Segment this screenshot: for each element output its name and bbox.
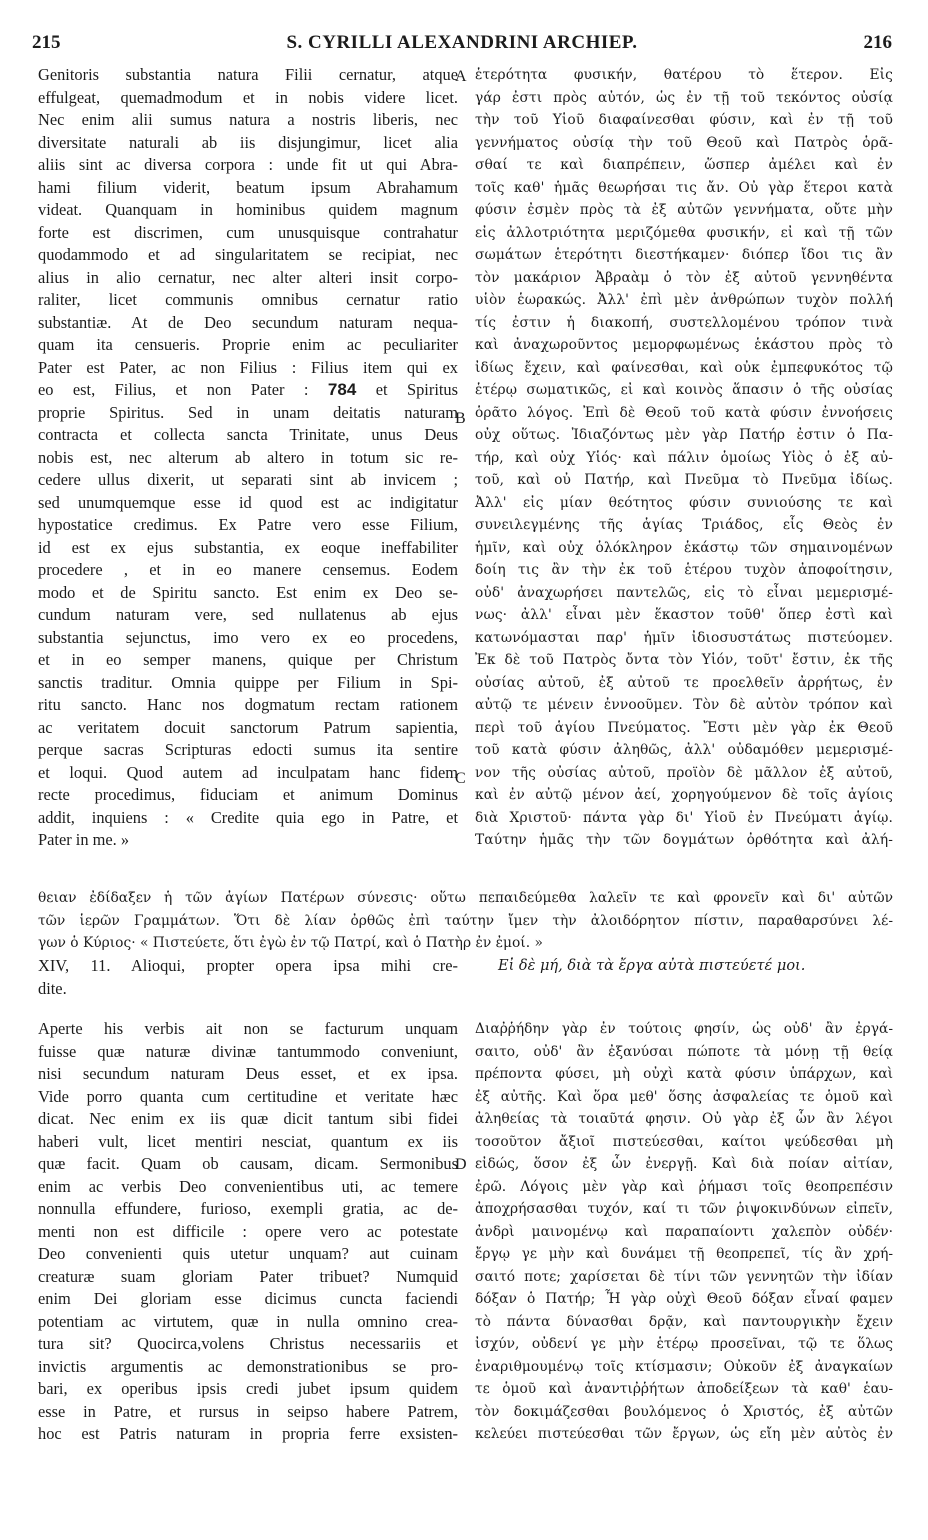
- text-line: sed unumquemque esse id quod est ac indigitatur: [38, 492, 458, 512]
- text-line: φύσιν ἐσμὲν πρὸς τὰ ἐξ αὐτῶν γεννήματα, οὔτε μὴν: [475, 202, 893, 218]
- section-heading-latin: [38, 955, 458, 1000]
- text-line: σαιτο, οὐδ' ἂν ἐξανύσαι πώποτε τὰ μόνῃ τῇ θείᾳ: [475, 1043, 893, 1060]
- text-line: forte est discrimen, cum unusquisque contrahatur: [38, 222, 458, 242]
- text-line: dite.: [38, 978, 67, 998]
- text-line: ἐρῶ. Λόγοις μὲν γὰρ καὶ ῥήμασι τοῖς θεοπρεπέσιν: [475, 1178, 893, 1195]
- text-line: [38, 379, 458, 402]
- text-line: aliis sint ac diversa corpora : unde fit ut qui Abra-: [38, 155, 458, 174]
- text-line: Pater est Pater, ac non Filius : Filius item qui ex: [38, 357, 458, 377]
- text-line: σωμάτων ἑτερότητι διεστήκαμεν· διόπερ ἴδοι τις ἂν: [475, 247, 893, 263]
- text-line: τοῦ, καὶ οὐ Πατήρ, καὶ Πνεῦμα τὸ Πνεῦμα ἰδίως.: [475, 472, 893, 488]
- text-line: enim ac verbis Deo convenientibus uti, ac temere: [38, 1176, 458, 1196]
- page-number-right: 216: [863, 32, 892, 53]
- text-line: XIV, 11. Alioqui, propter opera ipsa mihi cre-: [38, 956, 458, 975]
- text-line: diversitate naturali ab iis disjungimur, licet alia: [38, 132, 458, 152]
- text-line: υἱὸν ἑωρακώς. Ἀλλ' ἐπὶ μὲν ἀνθρώπων τυχὸν πολλή: [475, 292, 893, 308]
- text-line: effulgeat, quemadmodum et in nobis videre licet.: [38, 87, 458, 107]
- text-line: τίς ἐστιν ἡ διακοπή, συστελλομένου τρόπον τινὰ: [475, 314, 893, 331]
- text-line: addit, inquiens : « Credite quia ego in Patre, et: [38, 807, 458, 827]
- text-line: δόξαν ὁ Πατήρ; Ἦ γὰρ οὐχὶ Θεοῦ δόξαν εἶναί φαμεν: [475, 1291, 893, 1307]
- text-line: κατωνόμασται παρ' ἡμῖν ἰδιοσυστάτως πιστεύομεν.: [475, 629, 893, 646]
- text-line: modo et de Spiritu sancto. Est enim ex Deo se-: [38, 582, 458, 602]
- text-line: γάρ ἐστι πρὸς αὐτόν, ὡς ἐν τῇ τοῦ τεκόντος οὐσίᾳ: [475, 89, 893, 106]
- text-line: οὐσίας αὐτοῦ, ἐξ αὐτοῦ τε προελθεῖν ἀρρήτως, ἐν: [475, 674, 893, 691]
- text-line: τὴν τοῦ Υἱοῦ διαφαίνεσθαι φύσιν, καὶ ἐν τῇ τοῦ: [475, 112, 893, 128]
- text-line: ἀποχρήσασθαι τυχόν, καί τι τῶν ῥιψοκινδύνων εἰπεῖν,: [475, 1201, 893, 1217]
- text-line: οὐδ' ἀναχωρήσει παντελῶς, εἰς τὸ εἶναι μεμερισμέ-: [475, 584, 893, 601]
- text-line: id est ex ejus substantia, ex eoque ineffabiliter: [38, 537, 458, 557]
- text-line: ac veritatem docuit sanctorum Patrum sapientia,: [38, 717, 458, 737]
- text-fragment: eo est, Filius, et non Pater :: [38, 380, 328, 399]
- text-line: γων ὁ Κύριος· « Πιστεύετε, ὅτι ἐγὼ ἐν τῷ Πατρί, καὶ ὁ Πατὴρ ἐν ἐμοί. »: [38, 935, 543, 951]
- text-line: νον τῆς οὐσίας αὐτοῦ, προϊὸν δὲ μᾶλλον ἐξ αὐτοῦ,: [475, 764, 893, 781]
- text-line: συνειλεγμένης τῆς ἁγίας Τριάδος, εἷς Θεὸς ἐν: [475, 517, 893, 533]
- text-line: ritu sancto. Hanc nos dogmatum rectam rationem: [38, 695, 458, 714]
- text-line: fuisse quæ naturæ divinæ tantummodo conveniunt,: [38, 1041, 458, 1061]
- text-line: recte procedimus, fiduciam et animum Dominus: [38, 785, 458, 804]
- column-number: 784: [327, 380, 357, 399]
- margin-marker-b: B: [455, 410, 466, 427]
- text-line: et in eo semper manens, quique per Christum: [38, 650, 458, 669]
- text-line: πρέποντα φύσει, μὴ οὐχὶ κατὰ φύσιν ὑπάρχων, καὶ: [475, 1066, 893, 1082]
- text-line: perque sacras Scripturas edocti sumus ita sentire: [38, 740, 458, 759]
- text-line: αὐτῷ τε μένειν ἐννοοῦμεν. Τὸν δὲ αὐτὸν τρόπον καὶ: [475, 697, 893, 713]
- running-title: S. CYRILLI ALEXANDRINI ARCHIEP.: [286, 32, 638, 53]
- text-line: Aperte his verbis ait non se facturum unquam: [38, 1019, 458, 1038]
- text-line: haberi vult, licet mentiri nesciat, quantum ex iis: [38, 1131, 458, 1151]
- text-line: videat. Quanquam in hominibus quidem magnum: [38, 200, 458, 219]
- text-line: ἔργῳ γε μὴν καὶ δυνάμει τῇ θεοπρεπεῖ, τίς ἂν χρή-: [475, 1246, 893, 1262]
- text-line: Ἀλλ' εἰς μίαν θεότητος φύσιν συνιούσης τε καὶ: [475, 494, 893, 511]
- text-line: οὐχ οὕτως. Ἰδιαζόντως μὲν γὰρ Πατήρ ἐστιν ὁ Πα-: [475, 427, 893, 443]
- text-line: τὸν μακάριον Ἀβραὰμ ὁ τὸν ἐξ αὐτοῦ γεννηθέντα: [475, 269, 893, 286]
- greek-column-top: [475, 64, 893, 852]
- text-line: τοῦ κατὰ φύσιν ἀληθῶς, ἀλλ' οὐδαμόθεν μεμερισμέ-: [475, 742, 893, 758]
- text-line: τὸν δοκιμάζεσθαι βουλόμενος ὁ Χριστός, ἐξ αὐτῶν: [475, 1403, 893, 1420]
- text-line: nonnulla effundere, furioso, exempli gratia, ac de-: [38, 1199, 458, 1218]
- text-line: διὰ Χριστοῦ· πάντα γὰρ δι' Υἱοῦ ἐν Πνεύματι ἁγίῳ.: [475, 809, 893, 826]
- text-line: contracta et collecta sancta Trinitate, unus Deus: [38, 425, 458, 444]
- greek-full-width-paragraph: [38, 887, 893, 955]
- text-line: γεννήματος οὐσίᾳ τὴν τοῦ Θεοῦ καὶ Πατρὸς ὁρᾶ-: [475, 134, 893, 151]
- text-line: creaturæ suam gloriam Pater tribuet? Numquid: [38, 1266, 458, 1286]
- text-line: ἀνδρὶ μαινομένῳ καὶ παραπαίοντι χαλεπὸν οὐδέν·: [475, 1223, 893, 1240]
- text-line: quodammodo et ad singularitatem se recipiat, nec: [38, 245, 458, 264]
- text-line: hami filium viderit, beatum ipsum Abrahamum: [38, 177, 458, 197]
- text-line: ὁρᾶτο λόγος. Ἐπὶ δὲ Θεοῦ τοῦ κατὰ φύσιν ἐννοήσεις: [475, 404, 893, 421]
- text-line: Ταύτην ἡμᾶς τὴν τῶν δογμάτων ὀρθότητα καὶ ἀλή-: [475, 832, 893, 848]
- text-line: Nec enim alii sumus natura a nostris liberis, nec: [38, 110, 458, 129]
- text-line: quæ facit. Quam ob causam, dicam. Sermonibus: [38, 1154, 458, 1173]
- text-fragment: et Spiritus: [356, 380, 458, 399]
- text-line: menti non est difficile : opere vero ac potestate: [38, 1221, 458, 1241]
- text-line: νως· ἀλλ' εἶναι μὲν ἕκαστον τοῦθ' ὅπερ ἐστὶ καὶ: [475, 607, 893, 623]
- margin-marker-d: D: [455, 1156, 467, 1173]
- text-line: sanctis traditur. Omnia quippe per Filium in Spi-: [38, 672, 458, 692]
- text-line: τήρ, καὶ οὐχ Υἱός· καὶ πάλιν ὁμοίως Υἱὸς ὁ ἐξ αὐ-: [475, 449, 893, 466]
- text-line: Διαῤῥήδην γὰρ ἐν τούτοις φησίν, ὡς οὐδ' ἂν ἐργά-: [475, 1021, 893, 1037]
- text-line: Ἐκ δὲ τοῦ Πατρὸς ὄντα τὸν Υἱόν, τοῦτ' ἔστιν, ἐκ τῆς: [475, 652, 893, 668]
- text-line: ἡμῖν, καὶ οὐχ ὁλόκληρον ἑκάστῳ τῶν σημαινομένων: [475, 539, 893, 556]
- text-line: tura sit? Quocirca,volens Christus necessariis et: [38, 1334, 458, 1353]
- text-line: ἑτέρῳ σωματικῶς, εἰ καὶ κοινὸς ἅπασιν ὁ τῆς οὐσίας: [475, 382, 893, 398]
- text-line: ἑτερότητα φυσικήν, θατέρου τὸ ἕτερον. Εἰς: [475, 67, 893, 83]
- text-line: potentiam ac virtutem, quæ in nulla omnino crea-: [38, 1311, 458, 1331]
- text-line: dicat. Nec enim ex iis quæ dicit tantum sibi fidei: [38, 1109, 458, 1128]
- text-line: δοίη τις ἂν τὴν ἐκ τοῦ ἑτέρου τυχὸν ἀποφοίτησιν,: [475, 562, 893, 578]
- text-line: Pater in me. »: [38, 830, 130, 849]
- text-line: esse in Patre, et rursus in seipso habere Patrem,: [38, 1401, 458, 1421]
- text-line: enim Dei gloriam esse dicimus cuncta faciendi: [38, 1289, 458, 1308]
- text-line: εἰς ἀλλοτριότητα μεριζόμεθα φυσικήν, εἰ καὶ τῇ τῶν: [475, 224, 893, 241]
- text-line: nobis est, nec alterum ab altero in totum sic re-: [38, 447, 458, 467]
- margin-marker-c: C: [455, 770, 466, 787]
- text-line: ἀληθείας τὰ τοιαῦτά φησιν. Οὐ γὰρ ἐξ ὧν ἂν λέγοι: [475, 1111, 893, 1127]
- text-line: cedere ullus dixerit, ut separati sint ab invicem ;: [38, 470, 458, 489]
- page-number-left: 215: [32, 32, 61, 53]
- text-line: ἰσχύν, οὐδενί γε μὴν ἑτέρῳ προσεῖναι, τῷ τε ὅλως: [475, 1336, 893, 1352]
- text-line: Vide porro quanta cum certitudine et veritate hæc: [38, 1086, 458, 1106]
- text-line: τοῖς καθ' ἡμᾶς θεωρήσαι τις ἄν. Οὐ γὰρ ἕτεροι κατὰ: [475, 179, 893, 196]
- text-line: τοσοῦτον ἄξιοῖ πιστεύεσθαι, καίτοι ψεύδεσθαι μὴ: [475, 1133, 893, 1150]
- text-line: procedere , et in eo manere censemus. Eodem: [38, 560, 458, 579]
- text-line: καὶ ἀναχωροῦντος μεμορφωμένως ἑκάστου πρὸς τὸ: [475, 337, 893, 353]
- text-line: quam ita censueris. Proprie enim ac peculiariter: [38, 335, 458, 354]
- text-line: σαιτό ποτε; χαρίσεται δὲ τίνι τῶν γεννητῶν τὴν ἰδίαν: [475, 1268, 893, 1285]
- text-line: hypostatice credimus. Ex Patre vero esse Filium,: [38, 515, 458, 534]
- margin-marker-a: A: [455, 68, 467, 85]
- text-line: bari, ex operibus ipsis credi jubet ipsum quidem: [38, 1379, 458, 1398]
- latin-column-bottom: [38, 1018, 458, 1446]
- text-line: ἐξ αὐτῆς. Καὶ ὅρα μεθ' ὅσης ἀσφαλείας τε ὁμοῦ καὶ: [475, 1088, 893, 1105]
- section-heading-greek: Εἰ δὲ μή, διὰ τὰ ἔργα αὐτὰ πιστεύετέ μοι.: [498, 958, 806, 974]
- text-line: κελεύει πιστεύεσθαι τῶν ἔργων, ὡς εἴη μὲν αὐτὸς ἐν: [475, 1426, 893, 1442]
- running-header: [32, 32, 892, 58]
- text-line: Genitoris substantia natura Filii cernatur, atque: [38, 65, 458, 84]
- text-line: proprie Spiritus. Sed in unam deitatis naturam: [38, 402, 458, 422]
- text-line: substantiæ. At de Deo secundum naturam nequa-: [38, 312, 458, 332]
- text-line: cundum naturam vere, sed nullatenus ab ejus: [38, 605, 458, 624]
- text-line: εἰδώς, ὅσον ἐξ ὧν ἐνεργῇ. Καὶ διὰ ποίαν αἰτίαν,: [475, 1156, 893, 1172]
- text-line: καὶ ἐν αὐτῷ μένον ἀεί, χορηγούμενον δὲ τοῖς ἁγίοις: [475, 787, 893, 803]
- text-line: τε ὁμοῦ καὶ ἀναντιῤῥήτων ἀποδείξεων τὰ καθ' ἑαυ-: [475, 1381, 893, 1397]
- text-line: ἰδίως ἔχειν, καὶ φαίνεσθαι, καὶ οὐκ ἐμπεφυκότος τῷ: [475, 359, 893, 376]
- text-line: θειαν ἐδίδαξεν ἡ τῶν ἁγίων Πατέρων σύνεσις· οὕτω πεπαιδεύμεθα λαλεῖν τε καὶ φρονεῖν καὶ δι' αὐτῶν: [38, 890, 893, 906]
- text-line: alius in alio cernatur, nec alter alteri insit corpo-: [38, 267, 458, 287]
- greek-column-bottom: [475, 1018, 893, 1446]
- text-line: τῶν ἱερῶν Γραμμάτων. Ὅτι δὲ λίαν ὀρθῶς ἐπὶ ταύτην ἴμεν τὴν ἀλοιδόρητον πίστιν, παραθαρσύνει λέ-: [38, 912, 893, 929]
- latin-column-top: [38, 64, 458, 852]
- text-line: raliter, licet communis omnibus cernatur ratio: [38, 290, 458, 309]
- text-line: τὸ πάντα δύνασθαι δρᾷν, καὶ παντουργικὴν ἔχειν: [475, 1313, 893, 1330]
- text-line: Deo convenienti quis utetur unquam? aut cuinam: [38, 1244, 458, 1263]
- text-line: et loqui. Quod autem ad inculpatam hanc fidem: [38, 762, 458, 782]
- text-line: hoc est Patris naturam in propria ferre exsisten-: [38, 1424, 458, 1443]
- text-line: substantia sejunctus, imo vero ex eo procedens,: [38, 627, 458, 647]
- text-line: invictis argumentis ac demonstrationibus se pro-: [38, 1356, 458, 1376]
- text-line: ἐναριθμουμένῳ τοῖς κτίσμασιν; Οὐκοῦν ἐξ ἀναγκαίων: [475, 1358, 893, 1375]
- text-line: περὶ τοῦ ἁγίου Πνεύματος. Ἔστι μὲν γὰρ ἐκ Θεοῦ: [475, 719, 893, 736]
- text-line: nisi secundum naturam Deus esset, et ex ipsa.: [38, 1064, 458, 1083]
- text-line: σθαί τε καὶ διαπρέπειν, ὥσπερ ἀμέλει καὶ ἐν: [475, 157, 893, 173]
